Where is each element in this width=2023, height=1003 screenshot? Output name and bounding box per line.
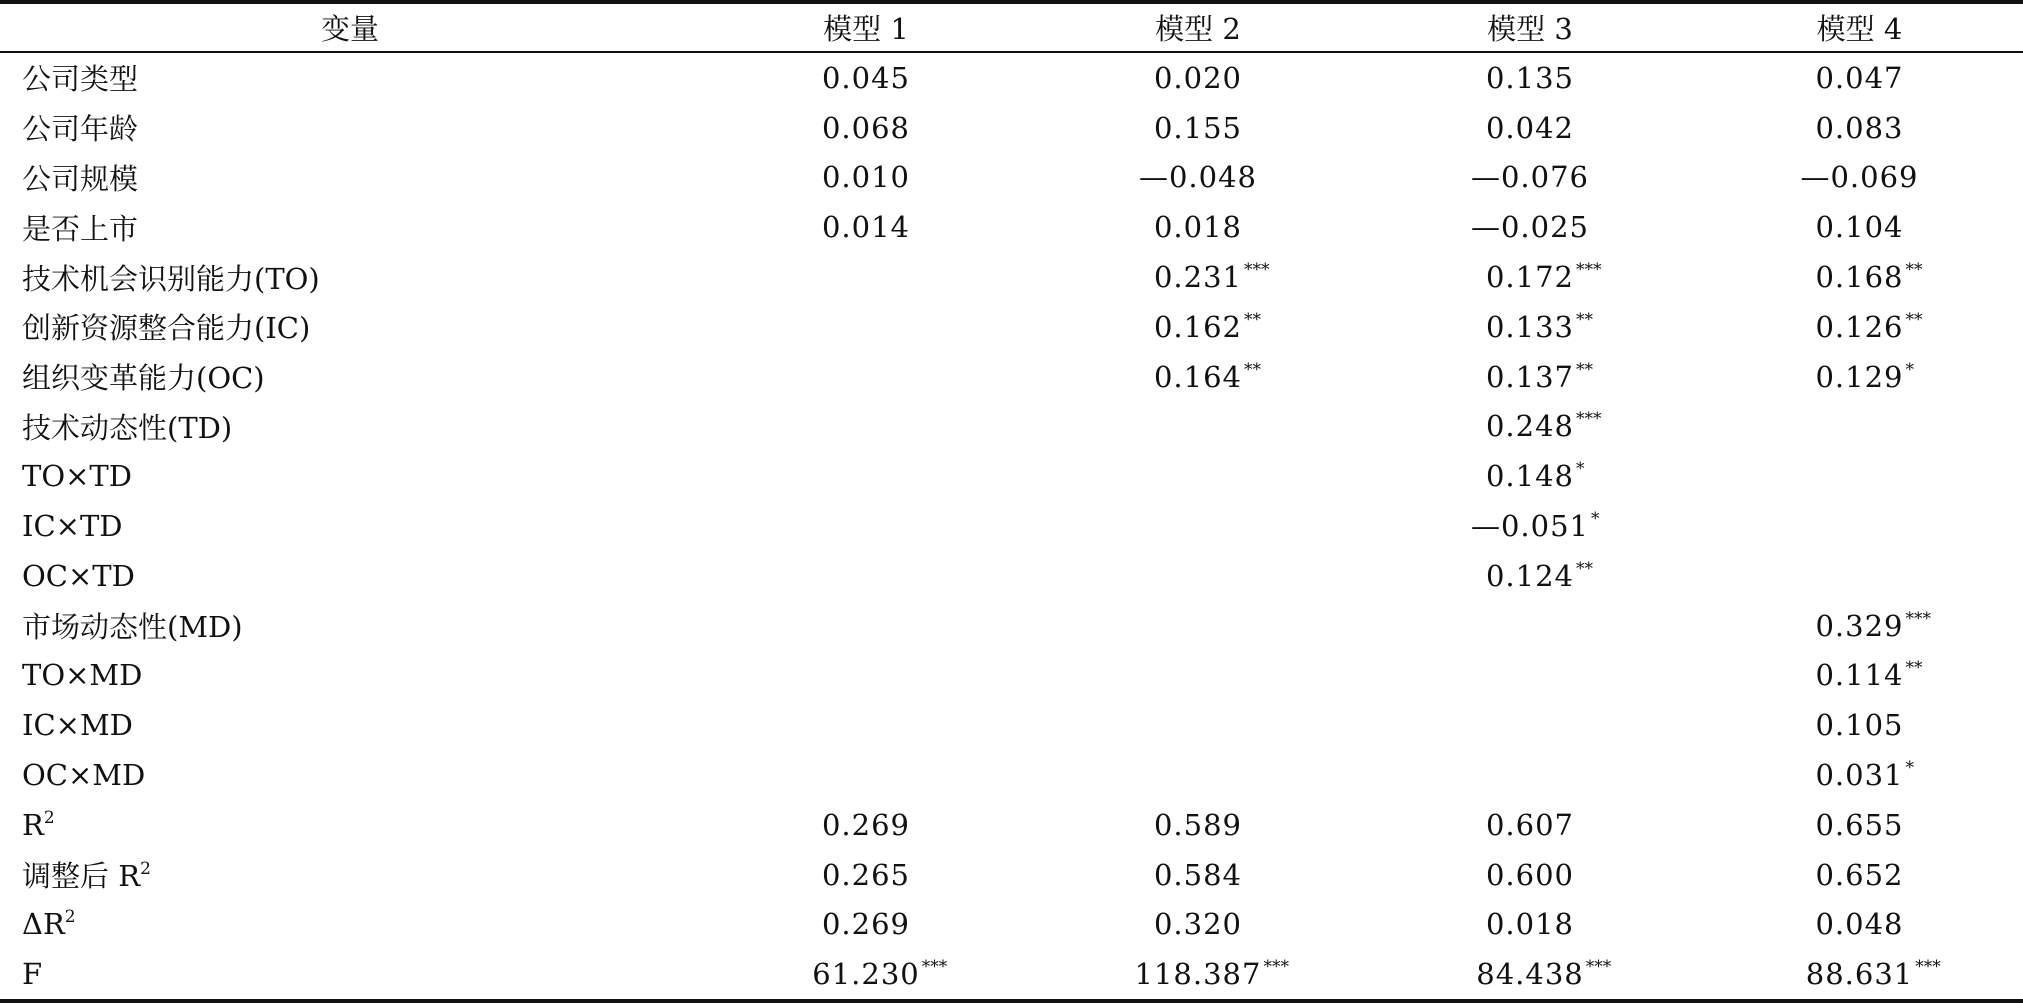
- variable-label: [0, 451, 700, 501]
- table-row: [0, 949, 2023, 1001]
- variable-name: 市场动态性(MD): [22, 610, 243, 645]
- header-row: [0, 2, 2023, 52]
- coefficient-cell-model-2: [1032, 850, 1364, 900]
- coefficient-cell-model-4: [1696, 451, 2023, 501]
- coefficient-cell-model-1: [700, 402, 1032, 452]
- coefficient-cell-model-3: [1364, 949, 1696, 1001]
- significance-stars: ***: [921, 957, 948, 978]
- coefficient-cell-model-4: [1696, 850, 2023, 900]
- coefficient-box: [1486, 858, 1574, 892]
- coefficient-cell-model-1: [700, 501, 1032, 551]
- coefficient-box: [1154, 907, 1242, 941]
- coefficient-cell-model-3: [1364, 900, 1696, 950]
- coefficient-value: 0.269: [821, 907, 911, 942]
- coefficient-cell-model-3: [1364, 451, 1696, 501]
- coefficient-cell-model-4: [1696, 402, 2023, 452]
- coefficient-cell-model-4: [1696, 352, 2023, 402]
- coefficient-cell-model-1: [700, 153, 1032, 203]
- coefficient-cell-model-4: [1696, 949, 2023, 1001]
- coefficient-cell-model-2: [1032, 52, 1364, 103]
- coefficient-box: [1139, 160, 1257, 194]
- coefficient-cell-model-3: [1364, 651, 1696, 701]
- variable-label: [0, 52, 700, 103]
- coefficient-cell-model-4: [1696, 252, 2023, 302]
- coefficient-box: [822, 858, 910, 892]
- coefficient-cell-model-3: [1364, 700, 1696, 750]
- coefficient-value: 0.652: [1815, 857, 1904, 892]
- coefficient-box: [1485, 309, 1594, 344]
- variable-name: OC×MD: [22, 758, 146, 793]
- coefficient-cell-model-4: [1696, 700, 2023, 750]
- coefficient-box: [1815, 608, 1932, 643]
- coefficient-box: [1815, 808, 1903, 842]
- significance-stars: **: [1244, 359, 1262, 380]
- coefficient-value: 0.231: [1153, 260, 1243, 295]
- coefficient-cell-model-1: [700, 352, 1032, 402]
- coefficient-value: 0.320: [1153, 907, 1243, 942]
- variable-label: [0, 800, 700, 850]
- coefficient-box: [822, 808, 910, 842]
- coefficient-box: [822, 111, 910, 145]
- coefficient-value: 0.126: [1815, 309, 1904, 344]
- coefficient-value: 0.655: [1815, 807, 1904, 842]
- header-model-4: 模型 4: [1816, 12, 1903, 46]
- coefficient-value: 88.631: [1805, 957, 1914, 992]
- coefficient-value: 0.042: [1485, 110, 1575, 145]
- table-row: [0, 700, 2023, 750]
- coefficient-cell-model-4: [1696, 750, 2023, 800]
- variable-name: IC×TD: [22, 509, 123, 544]
- header-model-2: 模型 2: [1155, 12, 1241, 46]
- table-row: [0, 800, 2023, 850]
- variable-name: OC×TD: [22, 558, 135, 593]
- variable-name: 是否上市: [22, 211, 139, 246]
- coefficient-cell-model-3: [1364, 52, 1696, 103]
- coefficient-box: [1154, 210, 1242, 244]
- table-row: [0, 252, 2023, 302]
- coefficient-value: 0.014: [821, 210, 911, 245]
- variable-name: F: [22, 957, 43, 992]
- variable-label: [0, 601, 700, 651]
- variable-label: [0, 302, 700, 352]
- coefficient-value: 0.018: [1485, 907, 1575, 942]
- superscript-exponent: 2: [140, 859, 151, 880]
- header-model-1: 模型 1: [823, 12, 909, 46]
- table-header: [0, 2, 2023, 52]
- coefficient-cell-model-4: [1696, 900, 2023, 950]
- coefficient-box: [1154, 111, 1242, 145]
- coefficient-value: —0.076: [1470, 160, 1590, 195]
- coefficient-cell-model-3: [1364, 252, 1696, 302]
- coefficient-box: [1815, 658, 1923, 693]
- coefficient-box: [1800, 160, 1918, 194]
- coefficient-value: 0.329: [1815, 608, 1904, 643]
- coefficient-box: [1470, 509, 1600, 544]
- variable-name: 创新资源整合能力(IC): [22, 311, 311, 346]
- coefficient-cell-model-1: [700, 551, 1032, 601]
- significance-stars: ***: [1576, 409, 1602, 430]
- coefficient-value: 118.387: [1134, 957, 1262, 992]
- coefficient-cell-model-2: [1032, 402, 1364, 452]
- coefficient-value: —0.048: [1138, 160, 1258, 195]
- coefficient-cell-model-3: [1364, 103, 1696, 153]
- table-row: [0, 202, 2023, 252]
- coefficient-value: 0.600: [1485, 857, 1575, 892]
- superscript-exponent: 2: [64, 907, 76, 928]
- coefficient-box: [1815, 858, 1903, 892]
- coefficient-cell-model-4: [1696, 551, 2023, 601]
- variable-name: 公司规模: [22, 161, 139, 196]
- coefficient-box: [1485, 459, 1585, 494]
- table-row: [0, 601, 2023, 651]
- coefficient-cell-model-1: [700, 103, 1032, 153]
- significance-stars: ***: [1585, 957, 1612, 978]
- significance-stars: *: [1905, 359, 1915, 380]
- coefficient-cell-model-1: [700, 52, 1032, 103]
- coefficient-box: [1153, 260, 1270, 295]
- variable-name: IC×MD: [22, 708, 133, 743]
- coefficient-cell-model-2: [1032, 352, 1364, 402]
- coefficient-box: [1486, 907, 1574, 941]
- significance-stars: *: [1591, 509, 1600, 530]
- coefficient-value: 0.129: [1815, 359, 1904, 394]
- variable-name: 技术动态性(TD): [22, 410, 233, 445]
- coefficient-cell-model-2: [1032, 949, 1364, 1001]
- significance-stars: **: [1576, 309, 1594, 330]
- coefficient-cell-model-2: [1032, 551, 1364, 601]
- variable-label: [0, 850, 700, 900]
- table-row: [0, 451, 2023, 501]
- coefficient-box: [1134, 957, 1289, 992]
- coefficient-box: [1485, 359, 1594, 394]
- significance-stars: **: [1905, 260, 1923, 281]
- coefficient-cell-model-2: [1032, 202, 1364, 252]
- coefficient-cell-model-2: [1032, 750, 1364, 800]
- significance-stars: ***: [1244, 260, 1270, 281]
- coefficient-cell-model-1: [700, 949, 1032, 1001]
- coefficient-cell-model-4: [1696, 800, 2023, 850]
- variable-label: [0, 153, 700, 203]
- coefficient-cell-model-2: [1032, 800, 1364, 850]
- coefficient-box: [1471, 160, 1589, 194]
- table-row: [0, 402, 2023, 452]
- coefficient-value: 0.031: [1815, 758, 1904, 793]
- coefficient-box: [1805, 957, 1941, 992]
- coefficient-cell-model-2: [1032, 451, 1364, 501]
- coefficient-cell-model-3: [1364, 402, 1696, 452]
- table-body: [0, 52, 2023, 1001]
- coefficient-value: 0.589: [1153, 807, 1243, 842]
- coefficient-cell-model-2: [1032, 501, 1364, 551]
- variable-label: [0, 402, 700, 452]
- coefficient-value: 0.020: [1153, 60, 1243, 95]
- coefficient-value: 0.048: [1815, 907, 1904, 942]
- variable-label: [0, 750, 700, 800]
- coefficient-cell-model-1: [700, 302, 1032, 352]
- coefficient-box: [1815, 111, 1903, 145]
- coefficient-box: [1476, 957, 1612, 992]
- coefficient-box: [1154, 808, 1242, 842]
- coefficient-cell-model-4: [1696, 153, 2023, 203]
- coefficient-box: [812, 957, 948, 992]
- significance-stars: **: [1576, 359, 1594, 380]
- coefficient-box: [1815, 907, 1903, 941]
- coefficient-cell-model-3: [1364, 352, 1696, 402]
- coefficient-value: 0.068: [821, 110, 911, 145]
- significance-stars: **: [1576, 558, 1594, 579]
- coefficient-box: [822, 160, 910, 194]
- coefficient-box: [822, 210, 910, 244]
- coefficient-cell-model-2: [1032, 601, 1364, 651]
- coefficient-box: [1815, 708, 1903, 742]
- coefficient-box: [1815, 359, 1915, 394]
- significance-stars: **: [1905, 658, 1923, 679]
- coefficient-box: [1153, 359, 1262, 394]
- table-row: [0, 501, 2023, 551]
- header-model-3: 模型 3: [1487, 12, 1573, 46]
- coefficient-value: 0.148: [1485, 459, 1575, 494]
- coefficient-cell-model-3: [1364, 551, 1696, 601]
- coefficient-box: [1485, 409, 1602, 444]
- coefficient-cell-model-3: [1364, 153, 1696, 203]
- coefficient-cell-model-3: [1364, 302, 1696, 352]
- coefficient-cell-model-3: [1364, 850, 1696, 900]
- table-row: [0, 302, 2023, 352]
- table-row: [0, 103, 2023, 153]
- coefficient-cell-model-2: [1032, 153, 1364, 203]
- coefficient-value: 0.104: [1815, 210, 1904, 245]
- coefficient-value: —0.025: [1470, 210, 1590, 245]
- coefficient-cell-model-4: [1696, 52, 2023, 103]
- coefficient-cell-model-1: [700, 700, 1032, 750]
- coefficient-value: 0.584: [1153, 857, 1243, 892]
- coefficient-value: 0.135: [1485, 60, 1575, 95]
- variable-name: 技术机会识别能力(TO): [22, 261, 320, 296]
- coefficient-cell-model-2: [1032, 900, 1364, 950]
- coefficient-box: [1471, 210, 1589, 244]
- coefficient-cell-model-2: [1032, 252, 1364, 302]
- variable-label: [0, 651, 700, 701]
- coefficient-value: 0.137: [1485, 359, 1575, 394]
- coefficient-value: 0.114: [1815, 658, 1904, 693]
- coefficient-box: [1815, 758, 1915, 793]
- coefficient-box: [1815, 260, 1923, 295]
- coefficient-box: [1485, 260, 1602, 295]
- coefficient-value: 0.010: [821, 160, 911, 195]
- table-row: [0, 900, 2023, 950]
- coefficient-box: [822, 907, 910, 941]
- variable-name: 公司类型: [22, 62, 139, 97]
- coefficient-cell-model-1: [700, 202, 1032, 252]
- coefficient-cell-model-3: [1364, 800, 1696, 850]
- coefficient-cell-model-1: [700, 900, 1032, 950]
- significance-stars: ***: [1263, 957, 1289, 978]
- coefficient-cell-model-4: [1696, 651, 2023, 701]
- coefficient-value: 0.265: [821, 857, 911, 892]
- coefficient-cell-model-4: [1696, 302, 2023, 352]
- coefficient-cell-model-1: [700, 850, 1032, 900]
- variable-label: [0, 551, 700, 601]
- coefficient-box: [1486, 111, 1574, 145]
- table-row: [0, 52, 2023, 103]
- significance-stars: ***: [1576, 260, 1602, 281]
- variable-label: [0, 949, 700, 1001]
- significance-stars: **: [1905, 309, 1923, 330]
- coefficient-cell-model-1: [700, 750, 1032, 800]
- variable-name: 调整后 R: [22, 859, 141, 894]
- variable-name: 公司年龄: [22, 112, 139, 147]
- variable-name: ΔR: [22, 907, 65, 942]
- coefficient-box: [1815, 61, 1903, 95]
- variable-label: [0, 202, 700, 252]
- table-row: [0, 850, 2023, 900]
- superscript-exponent: 2: [43, 807, 55, 828]
- coefficient-value: 0.248: [1485, 409, 1575, 444]
- coefficient-cell-model-1: [700, 252, 1032, 302]
- variable-name: TO×TD: [22, 459, 133, 494]
- significance-stars: ***: [1915, 957, 1941, 978]
- coefficient-value: 61.230: [812, 957, 920, 992]
- coefficient-cell-model-1: [700, 651, 1032, 701]
- table-row: [0, 352, 2023, 402]
- coefficient-value: 0.164: [1153, 359, 1243, 394]
- coefficient-cell-model-2: [1032, 103, 1364, 153]
- coefficient-value: 0.083: [1815, 110, 1904, 145]
- coefficient-value: 0.047: [1815, 60, 1904, 95]
- significance-stars: **: [1244, 309, 1262, 330]
- coefficient-value: 0.133: [1485, 309, 1575, 344]
- variable-label: [0, 900, 700, 950]
- coefficient-value: 0.045: [821, 60, 911, 95]
- table-row: [0, 750, 2023, 800]
- coefficient-value: 0.168: [1815, 260, 1904, 295]
- coefficient-box: [1154, 61, 1242, 95]
- table-row: [0, 551, 2023, 601]
- coefficient-box: [822, 61, 910, 95]
- coefficient-cell-model-3: [1364, 202, 1696, 252]
- variable-label: [0, 501, 700, 551]
- coefficient-value: 0.124: [1485, 558, 1575, 593]
- table-row: [0, 651, 2023, 701]
- coefficient-box: [1815, 309, 1923, 344]
- variable-label: [0, 252, 700, 302]
- coefficient-value: 0.162: [1153, 309, 1243, 344]
- significance-stars: ***: [1905, 608, 1932, 629]
- coefficient-value: 84.438: [1476, 957, 1584, 992]
- coefficient-cell-model-2: [1032, 302, 1364, 352]
- coefficient-box: [1154, 858, 1242, 892]
- coefficient-box: [1153, 309, 1262, 344]
- variable-name: 组织变革能力(OC): [22, 361, 265, 396]
- coefficient-cell-model-3: [1364, 501, 1696, 551]
- coefficient-value: 0.018: [1153, 210, 1243, 245]
- coefficient-cell-model-4: [1696, 601, 2023, 651]
- variable-name: R: [22, 807, 44, 842]
- coefficient-cell-model-2: [1032, 700, 1364, 750]
- coefficient-cell-model-4: [1696, 501, 2023, 551]
- coefficient-cell-model-1: [700, 451, 1032, 501]
- coefficient-box: [1486, 61, 1574, 95]
- header-variable: 变量: [320, 12, 379, 46]
- coefficient-value: 0.155: [1153, 110, 1243, 145]
- coefficient-cell-model-4: [1696, 202, 2023, 252]
- coefficient-value: —0.051: [1470, 509, 1590, 544]
- coefficient-box: [1485, 558, 1594, 593]
- variable-label: [0, 352, 700, 402]
- coefficient-box: [1486, 808, 1574, 842]
- table-row: [0, 153, 2023, 203]
- coefficient-cell-model-1: [700, 601, 1032, 651]
- coefficient-cell-model-2: [1032, 651, 1364, 701]
- variable-name: TO×MD: [22, 658, 143, 693]
- significance-stars: *: [1576, 459, 1585, 480]
- coefficient-cell-model-4: [1696, 103, 2023, 153]
- coefficient-value: —0.069: [1800, 160, 1919, 195]
- coefficient-cell-model-3: [1364, 750, 1696, 800]
- coefficient-cell-model-3: [1364, 601, 1696, 651]
- variable-label: [0, 700, 700, 750]
- coefficient-value: 0.607: [1485, 807, 1575, 842]
- significance-stars: *: [1905, 758, 1915, 779]
- coefficient-value: 0.172: [1485, 260, 1575, 295]
- coefficient-value: 0.105: [1815, 708, 1904, 743]
- coefficient-value: 0.269: [821, 807, 911, 842]
- variable-label: [0, 103, 700, 153]
- coefficient-box: [1815, 210, 1903, 244]
- coefficient-cell-model-1: [700, 800, 1032, 850]
